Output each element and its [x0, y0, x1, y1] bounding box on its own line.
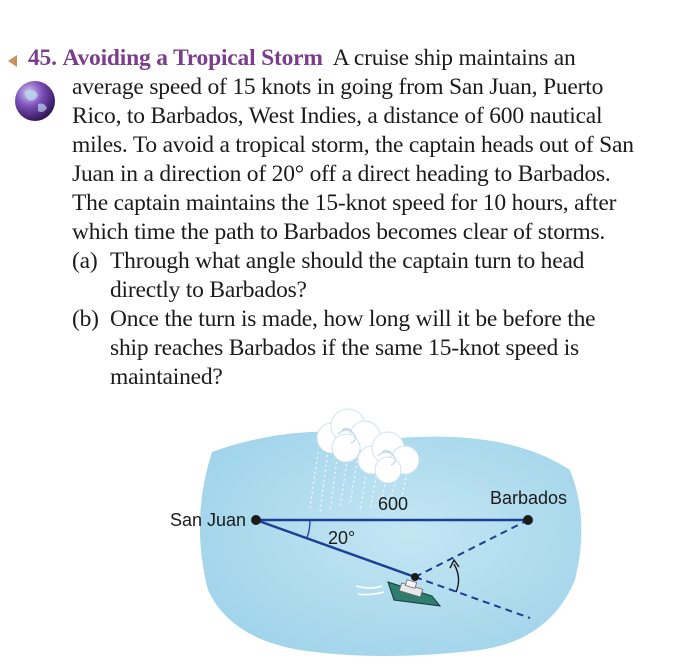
bookmark-arrow-icon — [8, 55, 17, 67]
text-line: average speed of 15 knots in going from San Juan, Puerto — [72, 74, 604, 100]
text-line: A cruise ship maintains an — [332, 45, 576, 71]
text-line: The captain maintains the 15-knot speed for 10 hours, after — [72, 190, 617, 216]
problem-title: Avoiding a Tropical Storm — [62, 45, 323, 71]
globe-icon — [14, 80, 56, 122]
text-line: Rico, to Barbados, West Indies, a distance of 600 nautical — [72, 103, 603, 129]
part-letter: (b) — [72, 306, 99, 332]
text-line: Juan in a direction of 20° off a direct heading to Barbados. — [72, 161, 611, 187]
part-text: Through what angle should the captain turn to head — [110, 248, 585, 274]
turn-point — [411, 573, 419, 581]
part-a — [72, 247, 584, 276]
part-text: maintained? — [110, 364, 223, 390]
angle-label: 20° — [328, 528, 356, 548]
problem-number: 45. — [28, 45, 57, 71]
part-letter: (a) — [72, 248, 98, 274]
part-text: ship reaches Barbados if the same 15-knot speed is — [110, 335, 580, 361]
barbados-label: Barbados — [490, 488, 568, 508]
san-juan-point — [251, 515, 261, 525]
part-text: directly to Barbados? — [110, 277, 307, 303]
part-b — [72, 305, 595, 334]
distance-label: 600 — [378, 494, 409, 514]
problem-heading-line — [28, 44, 576, 73]
san-juan-label: San Juan — [170, 510, 247, 530]
text-line: which time the path to Barbados becomes clear of storms. — [72, 219, 606, 245]
text-line: miles. To avoid a tropical storm, the captain heads out of San — [72, 132, 634, 158]
storm-diagram — [150, 400, 600, 664]
barbados-point — [523, 515, 533, 525]
part-text: Once the turn is made, how long will it be before the — [110, 306, 596, 332]
